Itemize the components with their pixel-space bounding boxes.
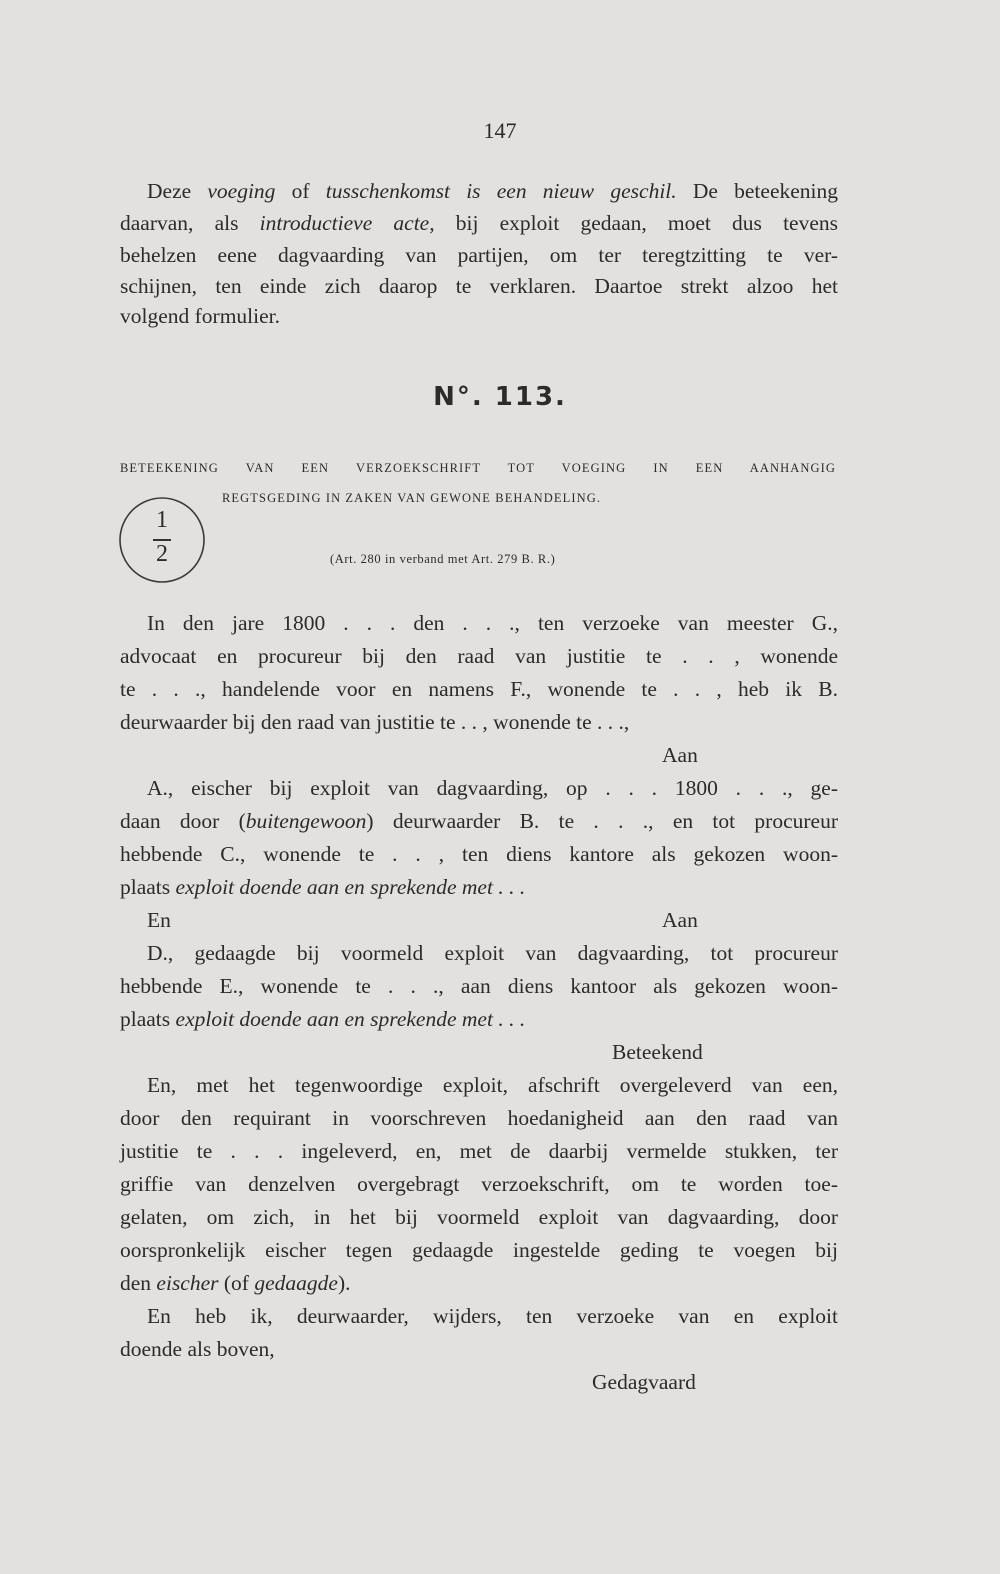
form-title-line-2: REGTSGEDING IN ZAKEN VAN GEWONE BEHANDELING. [222,491,602,505]
text-segment: deurwaarder bij den raad van justitie te . . , wonende te . . ., [120,710,630,734]
text-segment: schijnen, ten einde zich daarop te verklaren. Daartoe strekt alzoo het [120,274,838,298]
addressee-label [662,739,698,771]
text-segment: Aan [662,908,698,932]
text-segment: De beteekening [676,179,839,203]
italic-text: eischer [156,1271,219,1295]
stamp-denominator: 2 [156,541,168,567]
body-line [120,706,838,738]
body-line [120,1168,838,1200]
text-segment: Beteekend [612,1040,703,1064]
text-segment: advocaat en procureur bij den raad van justitie te . . , wonende [120,644,838,668]
body-line [120,1069,838,1101]
body-line [120,1102,838,1134]
stamp-numerator: 1 [156,507,168,533]
text-segment: door den requirant in voorschreven hoedanigheid aan den raad van [120,1106,838,1130]
italic-text: voeging [207,179,276,203]
text-segment: behelzen eene dagvaarding van partijen, om ter teregtzitting te ver- [120,243,838,267]
conjunction-label [147,904,171,936]
text-segment: Aan [662,743,698,767]
text-segment: (of [218,1271,255,1295]
body-line [120,1267,838,1299]
text-segment: En heb ik, deurwaarder, wijders, ten verzoeke van en exploit [147,1304,838,1328]
form-title-line-1: BETEEKENING VAN EEN VERZOEKSCHRIFT TOT VOEGING IN EEN AANHANGIG [120,461,836,475]
body-line [120,640,838,672]
form-number: N°. 113. [433,382,567,412]
body-line [120,838,838,870]
text-segment: doende als boven, [120,1337,275,1361]
body-line [120,970,838,1002]
page-number: 147 [483,118,517,143]
text-segment: A., eischer bij exploit van dagvaarding, op . . . 1800 . . ., ge- [147,776,838,800]
addressee-label [662,904,698,936]
served-label [612,1036,703,1068]
body-line [120,1300,838,1332]
text-segment: In den jare 1800 . . . den . . ., ten verzoeke van meester G., [147,611,838,635]
italic-text: tusschenkomst is een nieuw geschil. [325,179,677,203]
body-line [120,1135,838,1167]
text-segment: volgend formulier. [120,304,281,328]
italic-text: exploit doende aan en sprekende met . . . [175,1007,526,1031]
body-line [120,1201,838,1233]
text-segment: D., gedaagde bij voormeld exploit van dagvaarding, tot procureur [147,941,838,965]
text-segment: griffie van denzelven overgebragt verzoekschrift, om te worden toe- [120,1172,838,1196]
italic-text: introductieve acte, [259,211,435,235]
intro-line [120,175,838,207]
body-line [120,607,838,639]
intro-line [120,300,838,332]
text-segment: den [120,1271,157,1295]
text-segment: hebbende C., wonende te . . , ten diens kantore als gekozen woon- [120,842,838,866]
text-segment: bij exploit gedaan, moet dus tevens [434,211,839,235]
intro-line [120,207,838,239]
body-line [120,772,838,804]
text-segment: En [147,908,171,932]
body-line [120,1003,838,1035]
intro-line [120,239,838,271]
intro-line [120,270,838,302]
text-segment: daan door ( [120,809,246,833]
text-segment: justitie te . . . ingeleverd, en, met de daarbij vermelde stukken, ter [120,1139,838,1163]
text-segment: En, met het tegenwoordige exploit, afschrift overgeleverd van een, [147,1073,838,1097]
text-segment: te . . ., handelende voor en namens F., wonende te . . , heb ik B. [120,677,838,701]
body-line [120,1234,838,1266]
text-segment: plaats [120,1007,176,1031]
text-segment: daarvan, als [120,211,260,235]
body-line [120,937,838,969]
body-line [120,871,838,903]
text-segment: Gedagvaard [592,1370,696,1394]
stamp-seal-icon [117,495,207,585]
text-segment: plaats [120,875,176,899]
text-segment: ). [337,1271,351,1295]
italic-text: exploit doende aan en sprekende met . . . [175,875,526,899]
text-segment: oorspronkelijk eischer tegen gedaagde ingestelde geding te voegen bij [120,1238,838,1262]
body-line [120,805,838,837]
text-segment: Deze [147,179,208,203]
text-segment: hebbende E., wonende te . . ., aan diens kantoor als gekozen woon- [120,974,838,998]
italic-text: buitengewoon [245,809,367,833]
body-line [120,673,838,705]
italic-text: gedaagde [254,1271,338,1295]
form-reference: (Art. 280 in verband met Art. 279 B. R.) [330,552,556,566]
body-line [120,1333,838,1365]
text-segment: of [275,179,326,203]
text-segment: ) deurwaarder B. te . . ., en tot procureur [366,809,838,833]
summoned-label [592,1366,696,1398]
text-segment: gelaten, om zich, in het bij voormeld exploit van dagvaarding, door [120,1205,838,1229]
